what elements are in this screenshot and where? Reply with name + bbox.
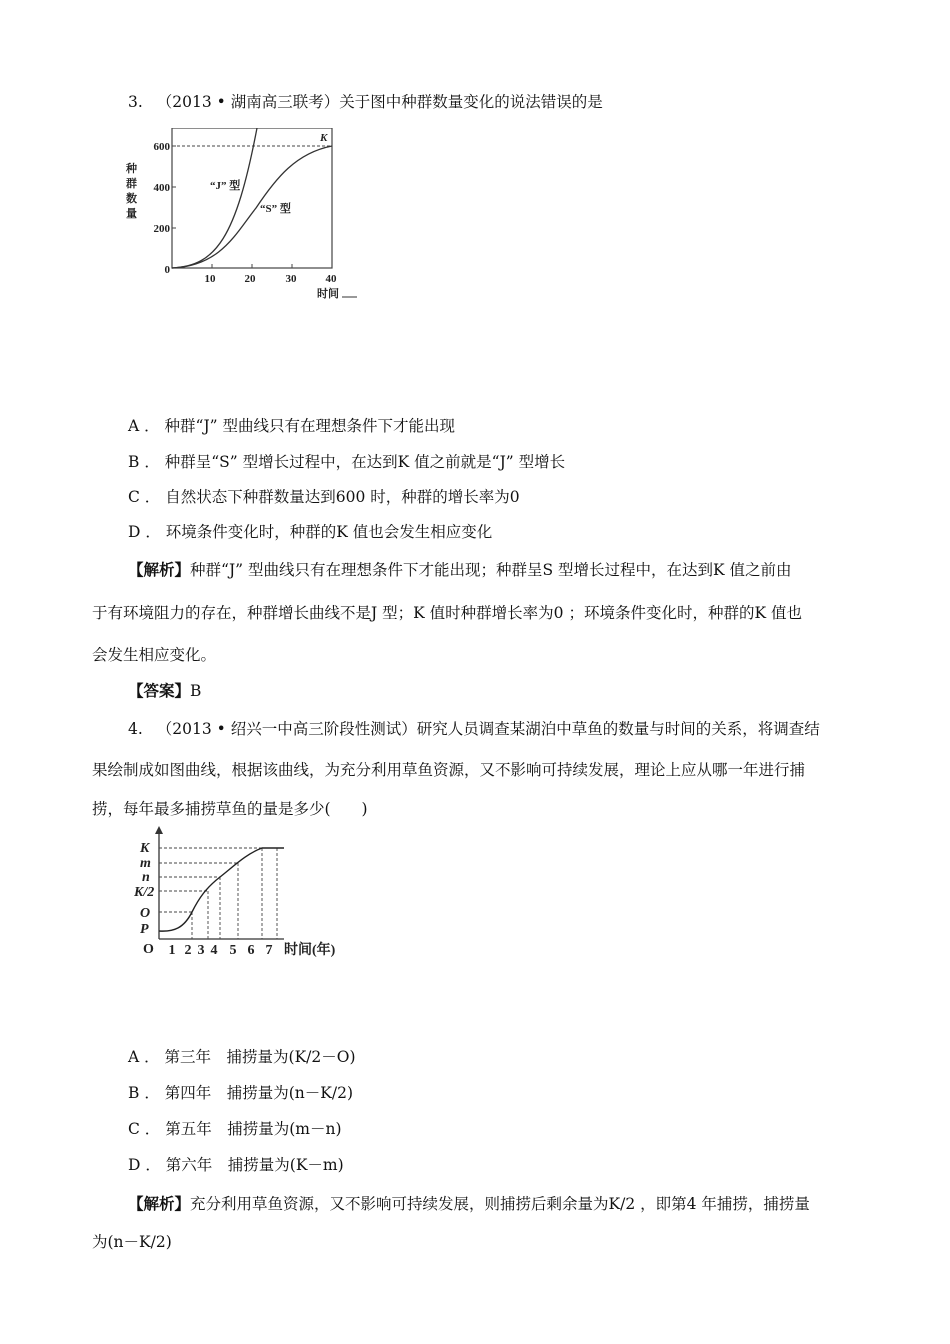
q3-analysis-tag: 【解析】: [128, 560, 191, 579]
q3-analysis-text: 种群“J” 型曲线只有在理想条件下才能出现；种群呈S 型增长过程中，在达到K 值之前由: [190, 561, 792, 579]
q3-x-tick: 20: [244, 273, 256, 285]
q3-stem-text: （2013 • 湖南高三联考）关于图中种群数量变化的说法错误的是: [156, 93, 603, 111]
q4-stem-text: （2013 • 绍兴一中高三阶段性测试）研究人员调查某湖泊中草鱼的数量与时间的关系，将调查结: [156, 720, 820, 738]
q4-guide-lines: [159, 848, 277, 939]
q3-plot-frame: [172, 128, 332, 268]
q3-x-tick: 40: [325, 273, 337, 285]
q4-y-label: K/2: [134, 885, 155, 900]
q4-option-a: A ． 第三年 捕捞量为(K/2－O): [128, 1048, 356, 1066]
q3-j-curve: [172, 128, 257, 268]
q4-analysis-line-1: [128, 1194, 810, 1214]
q3-answer: [128, 681, 201, 701]
q4-analysis-line-2: 为(n－K/2): [92, 1233, 172, 1251]
q3-y-tick: 600: [153, 141, 170, 153]
q4-stem-line-3: 捞，每年最多捕捞草鱼的量是多少( ): [92, 800, 368, 818]
q3-y-tick: 400: [153, 182, 170, 194]
q3-answer-tag: 【答案】: [128, 681, 191, 700]
q3-analysis-line-1: [128, 560, 792, 580]
q3-option-d: D ． 环境条件变化时，种群的K 值也会发生相应变化: [128, 523, 493, 541]
q3-y-label-char: 数: [126, 193, 137, 205]
q4-number: 4.: [128, 720, 143, 738]
q3-k-label: K: [320, 132, 328, 144]
q4-analysis-text: 充分利用草鱼资源，又不影响可持续发展，则捕捞后剩余量为K/2 ，即第4 年捕捞，捕捞量: [190, 1195, 810, 1213]
q4-option-c: C ． 第五年 捕捞量为(m－n): [128, 1120, 342, 1138]
q3-s-curve: [172, 146, 332, 268]
q4-option-d: D ． 第六年 捕捞量为(K－m): [128, 1156, 344, 1174]
q4-x-tick: 1: [168, 943, 176, 958]
q3-y-tick: 0: [164, 264, 170, 276]
q3-s-label: “S” 型: [260, 203, 291, 215]
q4-y-label: K: [140, 841, 150, 856]
q3-analysis-line-2: 于有环境阻力的存在，种群增长曲线不是J 型；K 值时种群增长率为0 ；环境条件变化时，种群的K 值也: [92, 604, 802, 622]
q3-y-label-char: 量: [126, 208, 137, 220]
q3-stem: [128, 92, 603, 112]
q4-y-label: n: [142, 870, 150, 885]
q4-y-label: O: [140, 906, 151, 921]
q4-stem-line-2: 果绘制成如图曲线，根据该曲线，为充分利用草鱼资源，又不影响可持续发展，理论上应从哪一年进行捕: [92, 761, 806, 779]
q4-x-tick: 5: [229, 943, 237, 958]
q3-y-tick: 200: [153, 223, 170, 235]
q3-j-label: “J” 型: [210, 180, 241, 192]
q4-x-tick: 3: [197, 943, 205, 958]
q3-option-b: B ． 种群呈“S” 型增长过程中，在达到K 值之前就是“J” 型增长: [128, 453, 566, 471]
q4-growth-curve: [159, 848, 284, 931]
q4-chart: [134, 826, 359, 966]
q4-x-tick: 6: [247, 943, 255, 958]
q4-x-tick: 7: [265, 943, 273, 958]
q3-x-label: 时间: [317, 288, 339, 300]
q4-y-label: P: [140, 922, 149, 937]
q3-x-tick: 30: [285, 273, 297, 285]
q3-option-a: A ． 种群“J” 型曲线只有在理想条件下才能出现: [128, 417, 456, 435]
q4-x-tick: 2: [184, 943, 192, 958]
q4-option-b: B ． 第四年 捕捞量为(n－K/2): [128, 1084, 353, 1102]
q4-y-axis-arrow: [155, 826, 163, 834]
q3-answer-value: B: [190, 682, 202, 700]
q3-number: 3.: [128, 93, 143, 111]
q4-x-label: 时间(年): [284, 943, 336, 958]
q3-option-c: C ． 自然状态下种群数量达到600 时，种群的增长率为0: [128, 488, 520, 506]
q4-stem-line-1: [128, 719, 820, 739]
q4-analysis-tag: 【解析】: [128, 1194, 191, 1213]
q4-y-label: m: [140, 856, 151, 871]
q4-x-tick: 4: [210, 943, 218, 958]
q3-x-tick: 10: [204, 273, 216, 285]
q3-analysis-line-3: 会发生相应变化。: [92, 646, 217, 664]
q3-chart: [126, 128, 386, 303]
q3-y-label-char: 种: [126, 163, 137, 175]
q4-origin-label: O: [143, 942, 154, 957]
q3-y-label-char: 群: [126, 178, 137, 190]
